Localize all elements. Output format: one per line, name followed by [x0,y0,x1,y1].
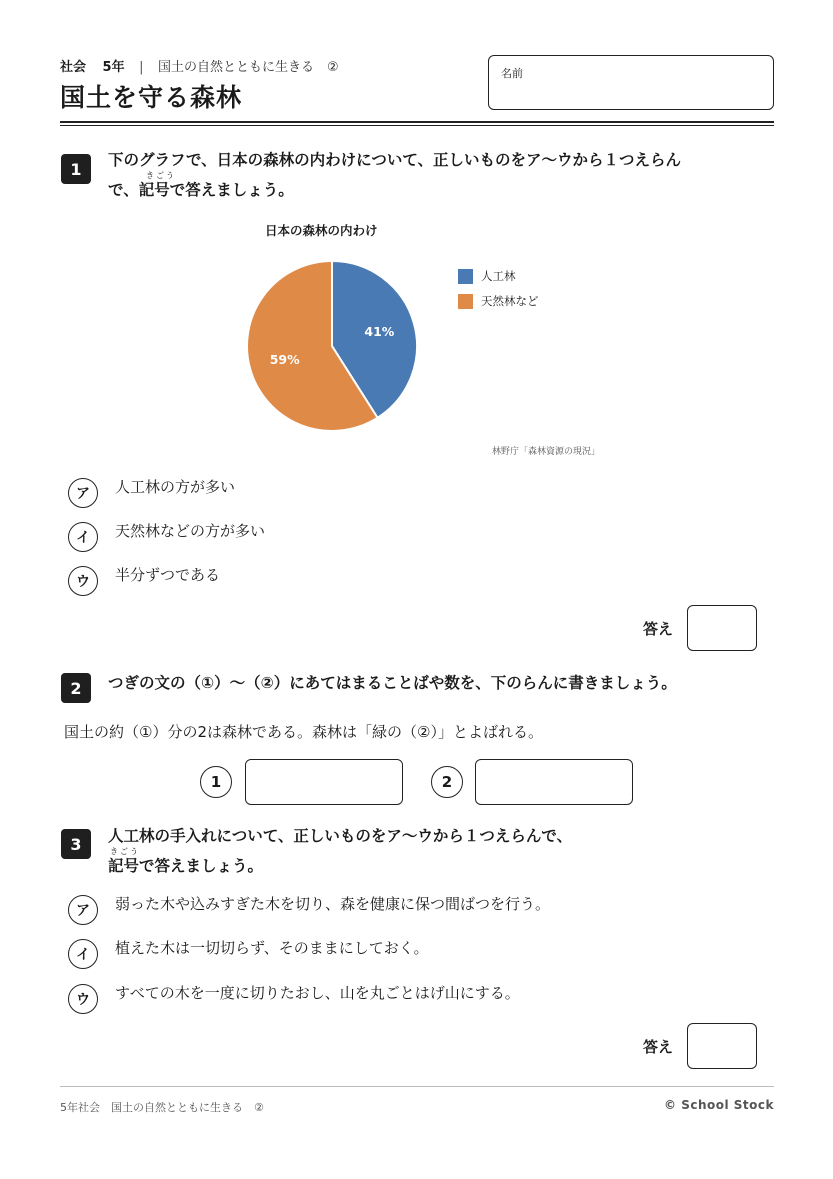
q3-choice-u-mark: ウ [68,984,98,1014]
q3-choice-a-text: 弱った木や込みすぎた木を切り、森を健康に保つ間ばつを行う。 [115,895,551,913]
blank1-answer-box[interactable] [245,759,403,805]
name-field[interactable] [488,55,774,110]
name-label: 名前 [501,67,523,80]
unit-name: 国土の自然とともに生きる ② [158,60,339,75]
legend-item-artificial [458,268,516,284]
q1-answer-box[interactable] [687,605,757,651]
legend-swatch-natural [458,294,473,309]
q1-choice-u-text: 半分ずつである [115,566,221,584]
q1-text-line2: で、記号で答えましょう。 [108,181,294,199]
q2-number: 2 [61,673,91,703]
footer-title: 5年社会 国土の自然とともに生きる ② [60,1101,264,1114]
q1-choice-i-text: 天然林などの方が多い [115,522,266,540]
blank2-answer-box[interactable] [475,759,633,805]
q1-text-line1: 下のグラフで、日本の森林の内わけについて、正しいものをア～ウから１つえらん [108,151,682,169]
chart-source: 林野庁「森林資源の現況」 [492,447,601,457]
q1-choice-i-mark: イ [68,522,98,552]
q3-number: 3 [61,829,91,859]
grade: 5年 [102,60,125,75]
header-separator: | [139,60,144,75]
legend-swatch-artificial [458,269,473,284]
blank1-number: 1 [200,766,232,798]
q1-choice-u-mark: ウ [68,566,98,596]
q3-choice-i-text: 植えた木は一切切らず、そのままにしておく。 [115,939,429,957]
q3-text-line1: 人工林の手入れについて、正しいものをア～ウから１つえらんで、 [108,827,573,845]
q3-ruby: きごう [110,847,140,856]
legend-label-natural: 天然林など [481,294,539,308]
q3-choice-a-mark: ア [68,895,98,925]
subject-line [60,56,339,75]
q1-ruby: きごう [146,171,176,180]
q2-sentence: 国土の約（①）分の2は森林である。森林は「緑の（②）」とよばれる。 [64,723,543,741]
legend-item-natural [458,293,539,309]
page-title: 国土を守る森林 [60,83,243,112]
pie-label-artificial: 41% [364,324,395,340]
q1-number: 1 [61,154,91,184]
footer-copyright: © School Stock [664,1098,774,1112]
q1-answer-label: 答え [643,620,674,638]
subject: 社会 [60,60,87,75]
legend-label-artificial: 人工林 [481,269,516,283]
pie-chart [230,245,440,445]
q3-choice-u-text: すべての木を一度に切りたおし、山を丸ごとはげ山にする。 [115,984,520,1002]
header-rule-thin [60,125,774,126]
q3-answer-box[interactable] [687,1023,757,1069]
footer-rule [60,1086,774,1087]
q3-text-line2: 記号で答えましょう。 [108,857,264,875]
q3-choice-i-mark: イ [68,939,98,969]
q1-choice-a-text: 人工林の方が多い [115,478,236,496]
header-rule [60,121,774,123]
chart-title: 日本の森林の内わけ [265,223,378,238]
q2-text: つぎの文の（①）～（②）にあてはまることばや数を、下のらんに書きましょう。 [108,674,677,692]
q3-answer-label: 答え [643,1038,674,1056]
blank2-number: 2 [431,766,463,798]
pie-label-natural: 59% [269,351,300,367]
q1-choice-a-mark: ア [68,478,98,508]
